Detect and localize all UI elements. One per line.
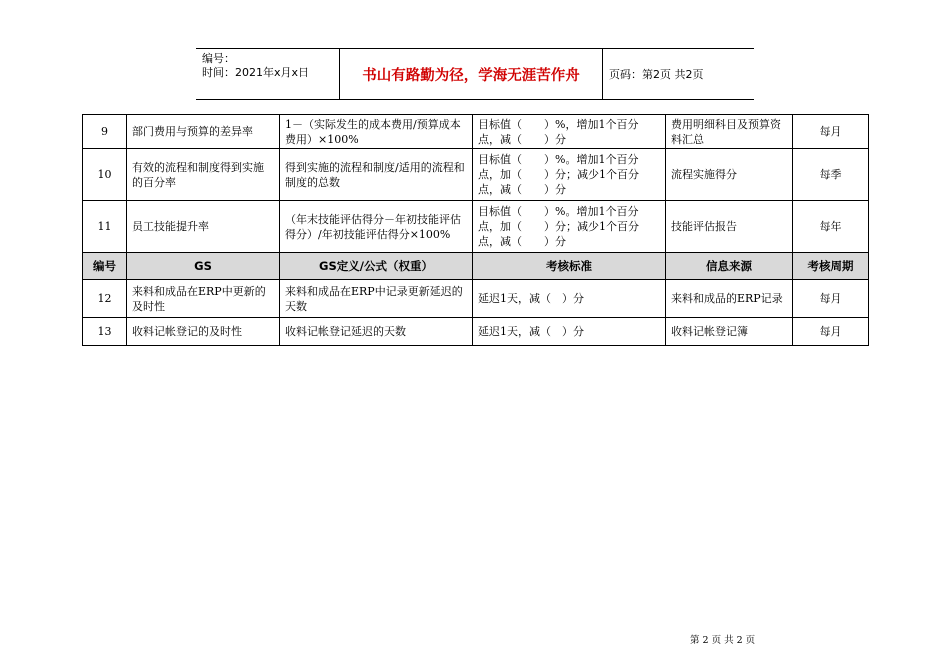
cell-standard: 延迟1天，减（ ）分 bbox=[473, 318, 666, 346]
cell-definition: 收料记帐登记延迟的天数 bbox=[280, 318, 473, 346]
header-motto: 书山有路勤为径，学海无涯苦作舟 bbox=[340, 49, 603, 99]
time-text: 时间：2021年x月x日 bbox=[202, 66, 310, 79]
cell-definition: 1－（实际发生的成本费用/预算成本费用）×100% bbox=[280, 115, 473, 149]
table-header-row bbox=[83, 253, 869, 280]
serial-label: 编号： bbox=[202, 52, 235, 65]
header-cell-num: 编号 bbox=[83, 253, 127, 280]
table-row bbox=[83, 201, 869, 253]
cell-cycle: 每月 bbox=[793, 280, 869, 318]
cell-definition: 得到实施的流程和制度/适用的流程和制度的总数 bbox=[280, 149, 473, 201]
cell-num: 9 bbox=[83, 115, 127, 149]
cell-num: 12 bbox=[83, 280, 127, 318]
page-header bbox=[196, 48, 754, 100]
page-footer: 第 2 页 共 2 页 bbox=[690, 635, 756, 646]
cell-gs: 部门费用与预算的差异率 bbox=[127, 115, 280, 149]
header-cell-cycle: 考核周期 bbox=[793, 253, 869, 280]
cell-cycle: 每年 bbox=[793, 201, 869, 253]
cell-cycle: 每季 bbox=[793, 149, 869, 201]
cell-num: 11 bbox=[83, 201, 127, 253]
table-row bbox=[83, 115, 869, 149]
cell-standard: 目标值（ ）%，增加1个百分点，减（ ）分 bbox=[473, 115, 666, 149]
header-cell-source: 信息来源 bbox=[666, 253, 793, 280]
cell-source: 流程实施得分 bbox=[666, 149, 793, 201]
cell-cycle: 每月 bbox=[793, 318, 869, 346]
cell-standard: 目标值（ ）%。增加1个百分点，加（ ）分；减少1个百分点，减（ ）分 bbox=[473, 149, 666, 201]
cell-definition: （年末技能评估得分－年初技能评估得分）/年初技能评估得分×100% bbox=[280, 201, 473, 253]
table-row bbox=[83, 318, 869, 346]
header-page-number: 页码：第2页 共2页 bbox=[609, 68, 704, 81]
cell-gs: 收料记帐登记的及时性 bbox=[127, 318, 280, 346]
table-row bbox=[83, 149, 869, 201]
table-row bbox=[83, 280, 869, 318]
cell-source: 来料和成品的ERP记录 bbox=[666, 280, 793, 318]
cell-gs: 员工技能提升率 bbox=[127, 201, 280, 253]
cell-standard: 延迟1天，减（ ）分 bbox=[473, 280, 666, 318]
cell-standard: 目标值（ ）%。增加1个百分点，加（ ）分；减少1个百分点，减（ ）分 bbox=[473, 201, 666, 253]
header-meta bbox=[196, 49, 340, 99]
header-cell-gs: GS bbox=[127, 253, 280, 280]
cell-num: 13 bbox=[83, 318, 127, 346]
cell-gs: 来料和成品在ERP中更新的及时性 bbox=[127, 280, 280, 318]
header-cell-definition: GS定义/公式（权重） bbox=[280, 253, 473, 280]
cell-cycle: 每月 bbox=[793, 115, 869, 149]
cell-gs: 有效的流程和制度得到实施的百分率 bbox=[127, 149, 280, 201]
header-cell-standard: 考核标准 bbox=[473, 253, 666, 280]
cell-num: 10 bbox=[83, 149, 127, 201]
cell-source: 收料记帐登记簿 bbox=[666, 318, 793, 346]
cell-definition: 来料和成品在ERP中记录更新延迟的天数 bbox=[280, 280, 473, 318]
kpi-table bbox=[82, 114, 869, 346]
cell-source: 技能评估报告 bbox=[666, 201, 793, 253]
cell-source: 费用明细科目及预算资料汇总 bbox=[666, 115, 793, 149]
